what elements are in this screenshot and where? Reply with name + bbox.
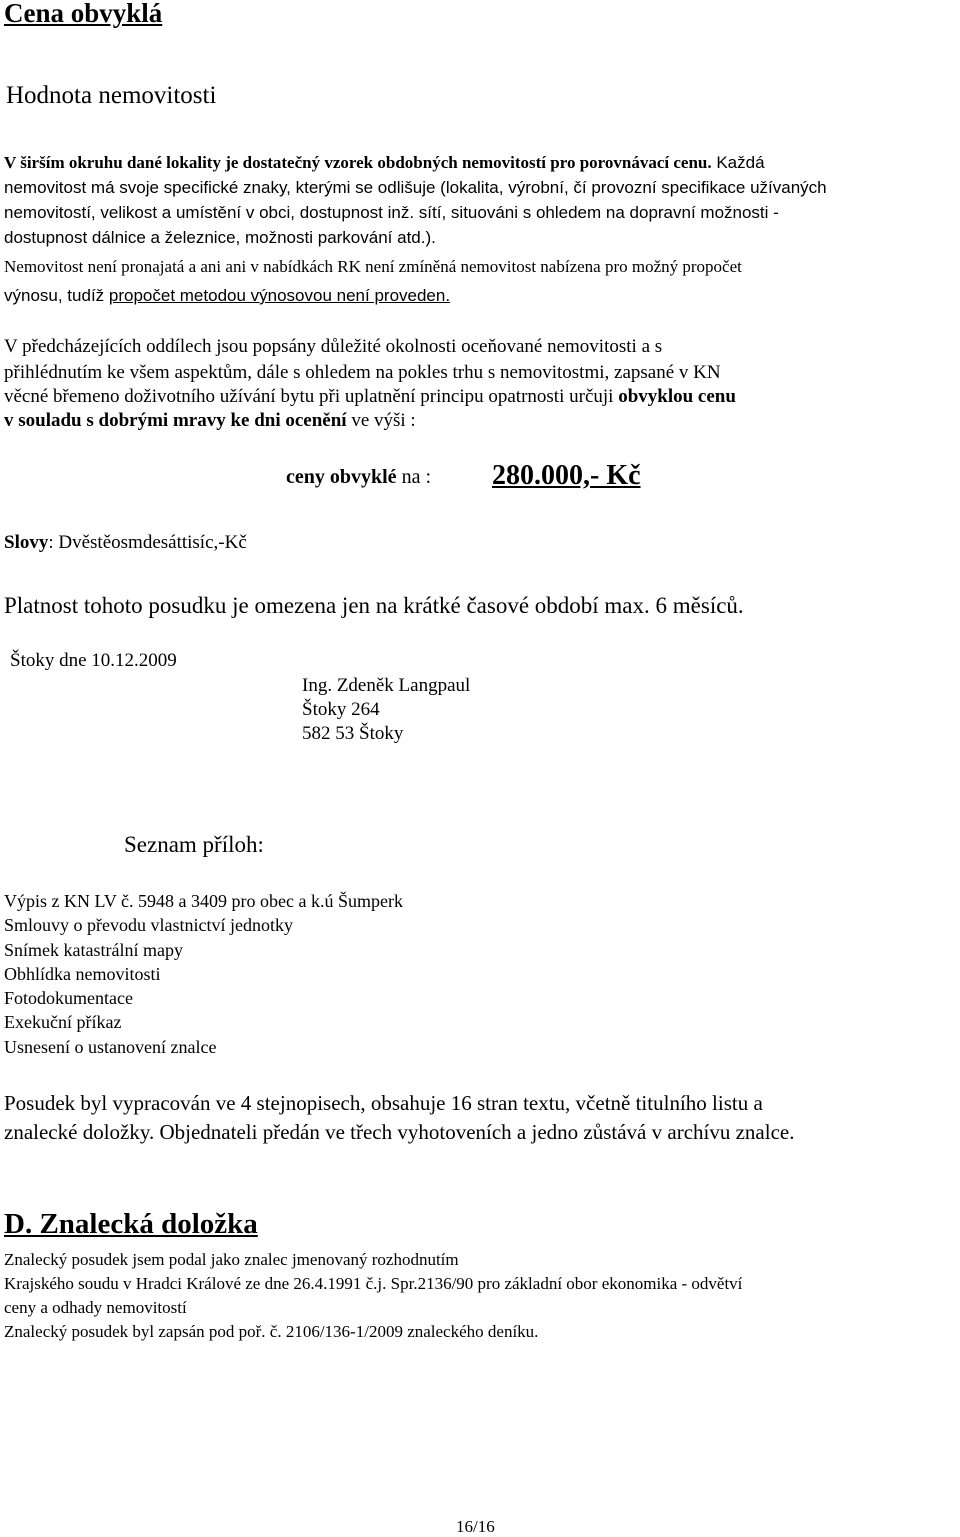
- price-value: 280.000,- Kč: [492, 460, 641, 491]
- paragraph1-line2: nemovitost má svoje specifické znaky, kterými se odlišuje (lokalita, výrobní, čí provozní specifikace užívaných: [4, 178, 827, 197]
- attachment-item: Obhlídka nemovitosti: [4, 964, 161, 984]
- price-in-words: [4, 532, 247, 554]
- expert-clause-line1: Znalecký posudek jsem podal jako znalec jmenovaný rozhodnutím: [4, 1250, 459, 1269]
- author-street: Štoky 264: [302, 699, 380, 720]
- paragraph2-line3: [4, 386, 736, 408]
- price-in-words-label: Slovy: [4, 532, 49, 553]
- section-heading-value: Hodnota nemovitosti: [6, 82, 217, 109]
- paragraph1-line6-b: propočet metodou výnosovou není proveden.: [108, 286, 451, 305]
- paragraph1-line4: dostupnost dálnice a železnice, možnosti parkování atd.).: [4, 228, 436, 247]
- attachment-item: Výpis z KN LV č. 5948 a 3409 pro obec a k.ú Šumperk: [4, 891, 403, 911]
- expert-clause-line2: Krajského soudu v Hradci Králové ze dne 26.4.1991 č.j. Spr.2136/90 pro základní obor ekonomika - odvětví: [4, 1274, 743, 1293]
- expert-clause-heading: D. Znalecká doložka: [4, 1208, 258, 1240]
- attachment-item: Exekuční příkaz: [4, 1012, 122, 1032]
- paragraph1-line5: Nemovitost není pronajatá a ani ani v nabídkách RK není zmíněná nemovitost nabízena pro možný propočet: [4, 257, 742, 276]
- paragraph2-line3-a: věcné břemeno doživotního užívání bytu při uplatnění principu opatrnosti určuji: [4, 386, 619, 407]
- author-name: Ing. Zdeněk Langpaul: [302, 675, 471, 696]
- expert-clause-line4: Znalecký posudek byl zapsán pod poř. č. 2106/136-1/2009 znaleckého deníku.: [4, 1322, 539, 1341]
- paragraph1-line1-rest: Každá: [711, 153, 765, 172]
- place-and-date: Štoky dne 10.12.2009: [10, 650, 177, 671]
- author-city: 582 53 Štoky: [302, 723, 404, 744]
- price-in-words-text: : Dvěstěosmdesáttisíc,-Kč: [48, 532, 247, 553]
- validity-statement: Platnost tohoto posudku je omezena jen na krátké časové období max. 6 měsíců.: [4, 593, 744, 618]
- paragraph2-line1: V předcházejících oddílech jsou popsány důležité okolnosti oceňované nemovitosti a s: [4, 336, 663, 357]
- paragraph2-line4: [4, 410, 416, 432]
- paragraph1-line1: [4, 153, 765, 173]
- paragraph2-line2: přihlédnutím ke všem aspektům, dále s ohledem na pokles trhu s nemovitostmi, zapsané v KN: [4, 362, 721, 383]
- attachment-item: Usnesení o ustanovení znalce: [4, 1037, 217, 1057]
- price-label: [286, 466, 431, 489]
- page-number: 16/16: [456, 1517, 495, 1536]
- paragraph1-line6-a: výnosu, tudíž: [4, 286, 109, 305]
- paragraph2-line4-bold: v souladu s dobrými mravy ke dni ocenění: [4, 410, 347, 431]
- paragraph1-line6: [4, 286, 450, 306]
- attachment-item: Smlouvy o převodu vlastnictví jednotky: [4, 915, 293, 935]
- attachment-item: Fotodokumentace: [4, 988, 133, 1008]
- attachments-heading: Seznam příloh:: [124, 832, 264, 857]
- paragraph2-line4-rest: ve výši :: [346, 410, 416, 431]
- paragraph1-line3: nemovitostí, velikost a umístění v obci, dostupnost inž. sítí, situováni s ohledem na dopravní možnosti -: [4, 203, 779, 222]
- closing-line1: Posudek byl vypracován ve 4 stejnopisech, obsahuje 16 stran textu, včetně titulního listu a: [4, 1091, 763, 1115]
- document-title: Cena obvyklá: [4, 0, 163, 28]
- paragraph2-line3-b: obvyklou cenu: [618, 386, 736, 407]
- price-label-rest: na :: [396, 466, 431, 488]
- paragraph1-line1-bold: V širším okruhu dané lokality je dostatečný vzorek obdobných nemovitostí pro porovnávací cenu.: [4, 153, 712, 172]
- expert-clause-line3: ceny a odhady nemovitostí: [4, 1298, 187, 1317]
- price-label-bold: ceny obvyklé: [286, 466, 397, 488]
- attachment-item: Snímek katastrální mapy: [4, 940, 183, 960]
- closing-line2: znalecké doložky. Objednateli předán ve třech vyhotoveních a jedno zůstává v archívu znalce.: [4, 1120, 795, 1144]
